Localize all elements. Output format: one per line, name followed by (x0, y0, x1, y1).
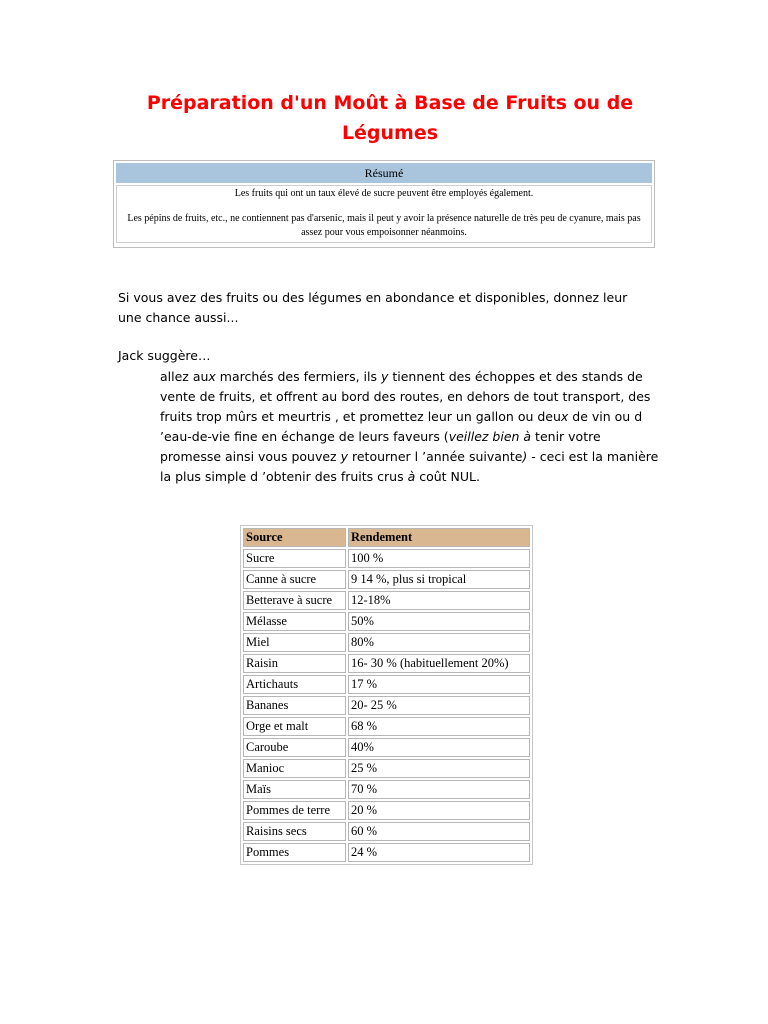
table-row (243, 633, 530, 652)
table-row (243, 738, 530, 757)
yield-cell: 100 % (348, 549, 530, 568)
source-cell: Canne à sucre (243, 570, 346, 589)
table-row (243, 696, 530, 715)
summary-header: Résumé (116, 163, 652, 183)
summary-line-2: Les pépins de fruits, etc., ne contiennent pas d'arsenic, mais il peut y avoir la présence naturelle de très peu de cyanure, mais pas assez pour vous empoisonner néanmoins. (127, 213, 641, 238)
intro-paragraph: Si vous avez des fruits ou des légumes en abondance et disponibles, donnez leur une chance aussi... (118, 290, 628, 325)
yield-cell: 70 % (348, 780, 530, 799)
source-cell: Pommes (243, 843, 346, 862)
yield-cell: 20 % (348, 801, 530, 820)
table-row (243, 675, 530, 694)
header-source: Source (243, 528, 346, 547)
table-row (243, 801, 530, 820)
table-row (243, 759, 530, 778)
source-cell: Mélasse (243, 612, 346, 631)
source-cell: Raisin (243, 654, 346, 673)
yield-cell: 68 % (348, 717, 530, 736)
yield-cell: 25 % (348, 759, 530, 778)
table-row (243, 570, 530, 589)
table-row (243, 780, 530, 799)
yield-cell: 50% (348, 612, 530, 631)
summary-box (113, 160, 655, 248)
source-cell: Caroube (243, 738, 346, 757)
yield-cell: 80% (348, 633, 530, 652)
source-cell: Orge et malt (243, 717, 346, 736)
summary-body (116, 185, 652, 243)
source-cell: Artichauts (243, 675, 346, 694)
jack-lead: Jack suggère… (118, 348, 211, 363)
source-cell: Betterave à sucre (243, 591, 346, 610)
yield-cell: 12-18% (348, 591, 530, 610)
table-row (243, 717, 530, 736)
summary-line-1: Les fruits qui ont un taux élevé de sucre peuvent être employés également. (234, 188, 534, 199)
yield-cell: 40% (348, 738, 530, 757)
source-cell: Miel (243, 633, 346, 652)
yield-cell: 16- 30 % (habituellement 20%) (348, 654, 530, 673)
yield-table (240, 525, 533, 865)
table-row (243, 549, 530, 568)
table-row (243, 654, 530, 673)
source-cell: Raisins secs (243, 822, 346, 841)
yield-cell: 24 % (348, 843, 530, 862)
source-cell: Manioc (243, 759, 346, 778)
jack-suggestion: allez aux marchés des fermiers, ils y tiennent des échoppes et des stands de vente de fruits, et offrent au bord des routes, en dehors de tout transport, des fruits trop mûrs et meurtris , et promettez leur un gallon ou deux de vin ou d ’eau-de-vie fine en échange de leurs faveurs (veillez bien à tenir votre promesse ainsi vous pouvez y retourner l ’année suivante) - ceci est la manière la plus simple d ’obtenir des fruits crus à coût NUL. (160, 369, 659, 484)
yield-cell: 9 14 %, plus si tropical (348, 570, 530, 589)
header-yield: Rendement (348, 528, 530, 547)
yield-cell: 60 % (348, 822, 530, 841)
table-row (243, 822, 530, 841)
yield-cell: 17 % (348, 675, 530, 694)
source-cell: Pommes de terre (243, 801, 346, 820)
table-row (243, 843, 530, 862)
table-header-row (243, 528, 530, 547)
source-cell: Sucre (243, 549, 346, 568)
source-cell: Bananes (243, 696, 346, 715)
source-cell: Maïs (243, 780, 346, 799)
page-title: Préparation d'un Moût à Base de Fruits ou de Légumes (146, 92, 634, 144)
table-row (243, 591, 530, 610)
table-row (243, 612, 530, 631)
yield-cell: 20- 25 % (348, 696, 530, 715)
